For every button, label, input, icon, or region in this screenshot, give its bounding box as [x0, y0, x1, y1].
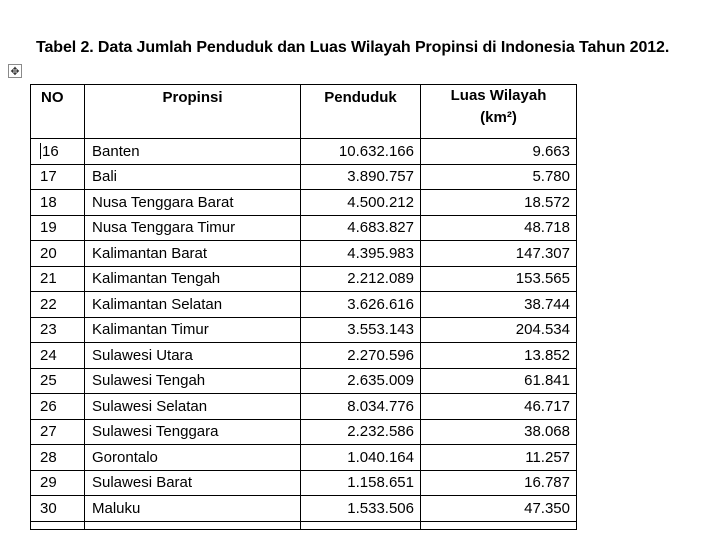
table-row[interactable]	[31, 266, 577, 292]
cell-province-text: Banten	[92, 142, 140, 160]
cell-province[interactable]	[85, 292, 301, 318]
header-area	[421, 85, 577, 139]
cell-province[interactable]	[85, 241, 301, 267]
cell-no[interactable]	[31, 292, 85, 318]
cell-province[interactable]	[85, 215, 301, 241]
cell-population[interactable]	[301, 292, 421, 318]
table-row[interactable]	[31, 190, 577, 216]
table-row[interactable]	[31, 241, 577, 267]
table-body	[31, 139, 577, 530]
table-move-handle-icon[interactable]: ✥	[8, 64, 22, 78]
cell-population-text: 10.632.166	[338, 142, 414, 160]
cell-province[interactable]	[85, 368, 301, 394]
cell-population[interactable]	[301, 470, 421, 496]
cell-population-text: 4.395.983	[347, 244, 414, 262]
cell-population[interactable]	[301, 241, 421, 267]
cell-population[interactable]	[301, 445, 421, 471]
cell-population[interactable]	[301, 394, 421, 420]
cell-no[interactable]	[31, 266, 85, 292]
cell-province-text: Kalimantan Tengah	[92, 270, 221, 288]
cell-population-text: 1.533.506	[347, 499, 414, 517]
cell-area[interactable]	[421, 215, 577, 241]
cell-empty	[85, 521, 301, 529]
cell-population-text: 3.553.143	[347, 321, 414, 339]
cell-no[interactable]	[31, 419, 85, 445]
text-cursor	[40, 143, 41, 159]
table-row[interactable]	[31, 139, 577, 165]
cell-province-text: Maluku	[92, 499, 141, 517]
table-row[interactable]	[31, 445, 577, 471]
cell-population-text: 3.890.757	[347, 168, 414, 186]
header-population: Penduduk	[301, 85, 421, 139]
cell-province[interactable]	[85, 419, 301, 445]
cell-population[interactable]	[301, 164, 421, 190]
cell-area-text: 46.717	[524, 397, 570, 415]
cell-area[interactable]	[421, 317, 577, 343]
cell-no-text: 19	[40, 219, 57, 237]
cell-no[interactable]	[31, 190, 85, 216]
header-area-line2: (km²)	[480, 109, 517, 126]
cell-population[interactable]	[301, 139, 421, 165]
cell-no-text: 16	[42, 142, 59, 160]
cell-province-text: Sulawesi Selatan	[92, 397, 208, 415]
cell-area-text: 18.572	[524, 193, 570, 211]
cell-area[interactable]	[421, 266, 577, 292]
cell-no[interactable]	[31, 394, 85, 420]
cell-no-text: 24	[40, 346, 57, 364]
cell-population-text: 1.040.164	[347, 448, 414, 466]
table-row[interactable]	[31, 419, 577, 445]
cell-province-text: Sulawesi Tengah	[92, 372, 206, 390]
cell-population-text: 4.683.827	[347, 219, 414, 237]
table-row[interactable]	[31, 343, 577, 369]
cell-population[interactable]	[301, 266, 421, 292]
cell-province[interactable]	[85, 190, 301, 216]
cell-province-text: Gorontalo	[92, 448, 158, 466]
table-row[interactable]	[31, 496, 577, 522]
cell-no-text: 20	[40, 244, 57, 262]
cell-area-text: 9.663	[532, 142, 570, 160]
cell-area[interactable]	[421, 241, 577, 267]
cell-no-text: 30	[40, 499, 57, 517]
table-row-partial	[31, 521, 577, 529]
cell-no-text: 18	[40, 193, 57, 211]
cell-population-text: 2.270.596	[347, 346, 414, 364]
cell-province-text: Sulawesi Barat	[92, 474, 193, 492]
cell-no-text: 27	[40, 423, 57, 441]
cell-province[interactable]	[85, 445, 301, 471]
cell-no-text: 21	[40, 270, 57, 288]
cell-population-text: 2.212.089	[347, 270, 414, 288]
cell-area-text: 61.841	[524, 372, 570, 390]
cell-area[interactable]	[421, 139, 577, 165]
cell-empty	[421, 521, 577, 529]
cell-area[interactable]	[421, 496, 577, 522]
cell-area[interactable]	[421, 190, 577, 216]
cell-area[interactable]	[421, 343, 577, 369]
cell-area-text: 11.257	[525, 448, 570, 466]
cell-population-text: 3.626.616	[347, 295, 414, 313]
table-row[interactable]	[31, 470, 577, 496]
cell-population[interactable]	[301, 215, 421, 241]
table-row[interactable]	[31, 394, 577, 420]
header-no: NO	[31, 85, 85, 139]
cell-population-text: 8.034.776	[347, 397, 414, 415]
cell-province-text: Nusa Tenggara Timur	[92, 219, 236, 237]
table-row[interactable]	[31, 368, 577, 394]
cell-population-text: 2.232.586	[347, 423, 414, 441]
cell-province-text: Sulawesi Tenggara	[92, 423, 219, 441]
cell-area[interactable]	[421, 470, 577, 496]
cell-no[interactable]	[31, 164, 85, 190]
cell-province-text: Kalimantan Selatan	[92, 295, 223, 313]
cell-no[interactable]	[31, 470, 85, 496]
cell-area[interactable]	[421, 445, 577, 471]
cell-no[interactable]	[31, 368, 85, 394]
cell-no[interactable]	[31, 496, 85, 522]
cell-population[interactable]	[301, 190, 421, 216]
cell-province[interactable]	[85, 343, 301, 369]
cell-province[interactable]	[85, 496, 301, 522]
cell-area-text: 13.852	[524, 346, 570, 364]
cell-area-text: 5.780	[532, 168, 570, 186]
cell-province[interactable]	[85, 470, 301, 496]
cell-no-text: 22	[40, 295, 57, 313]
cell-no[interactable]	[31, 445, 85, 471]
cell-population[interactable]	[301, 496, 421, 522]
cell-population-text: 1.158.651	[347, 474, 414, 492]
cell-province[interactable]	[85, 317, 301, 343]
cell-area-text: 48.718	[524, 219, 570, 237]
cell-area[interactable]	[421, 419, 577, 445]
cell-population[interactable]	[301, 343, 421, 369]
cell-empty	[301, 521, 421, 529]
table-row[interactable]	[31, 292, 577, 318]
cell-empty	[31, 521, 85, 529]
cell-province-text: Nusa Tenggara Barat	[92, 193, 234, 211]
cell-no[interactable]	[31, 343, 85, 369]
cell-province-text: Sulawesi Utara	[92, 346, 193, 364]
cell-area-text: 16.787	[524, 474, 570, 492]
cell-province[interactable]	[85, 139, 301, 165]
cell-province[interactable]	[85, 394, 301, 420]
cell-no-text: 25	[40, 372, 57, 390]
header-province: Propinsi	[85, 85, 301, 139]
cell-population[interactable]	[301, 317, 421, 343]
cell-population-text: 4.500.212	[347, 193, 414, 211]
cell-area-text: 38.744	[524, 295, 570, 313]
cell-population[interactable]	[301, 368, 421, 394]
cell-no[interactable]	[31, 215, 85, 241]
table-row[interactable]	[31, 215, 577, 241]
cell-area[interactable]	[421, 368, 577, 394]
population-table	[30, 84, 577, 530]
cell-population-text: 2.635.009	[347, 372, 414, 390]
table-row[interactable]	[31, 164, 577, 190]
table-caption: Tabel 2. Data Jumlah Penduduk dan Luas Wilayah Propinsi di Indonesia Tahun 2012.	[36, 39, 670, 56]
cell-area-text: 147.307	[515, 244, 570, 262]
cell-area-text: 204.534	[515, 321, 570, 339]
table-row[interactable]	[31, 317, 577, 343]
cell-no-text: 26	[40, 397, 57, 415]
cell-area[interactable]	[421, 292, 577, 318]
cell-area-text: 38.068	[524, 423, 570, 441]
cell-province-text: Bali	[92, 168, 118, 186]
cell-province[interactable]	[85, 266, 301, 292]
cell-area-text: 47.350	[524, 499, 570, 517]
cell-no[interactable]	[31, 241, 85, 267]
header-area-line1: Luas Wilayah	[450, 87, 547, 104]
cell-province[interactable]	[85, 164, 301, 190]
cell-no-text: 17	[40, 168, 57, 186]
cell-no[interactable]	[31, 317, 85, 343]
table-header-row	[31, 85, 577, 139]
cell-no-text: 23	[40, 321, 57, 339]
cell-area[interactable]	[421, 164, 577, 190]
cell-province-text: Kalimantan Barat	[92, 244, 208, 262]
cell-no[interactable]	[31, 139, 85, 165]
cell-area[interactable]	[421, 394, 577, 420]
cell-area-text: 153.565	[515, 270, 570, 288]
cell-province-text: Kalimantan Timur	[92, 321, 209, 339]
cell-no-text: 28	[40, 448, 57, 466]
cell-population[interactable]	[301, 419, 421, 445]
cell-no-text: 29	[40, 474, 57, 492]
